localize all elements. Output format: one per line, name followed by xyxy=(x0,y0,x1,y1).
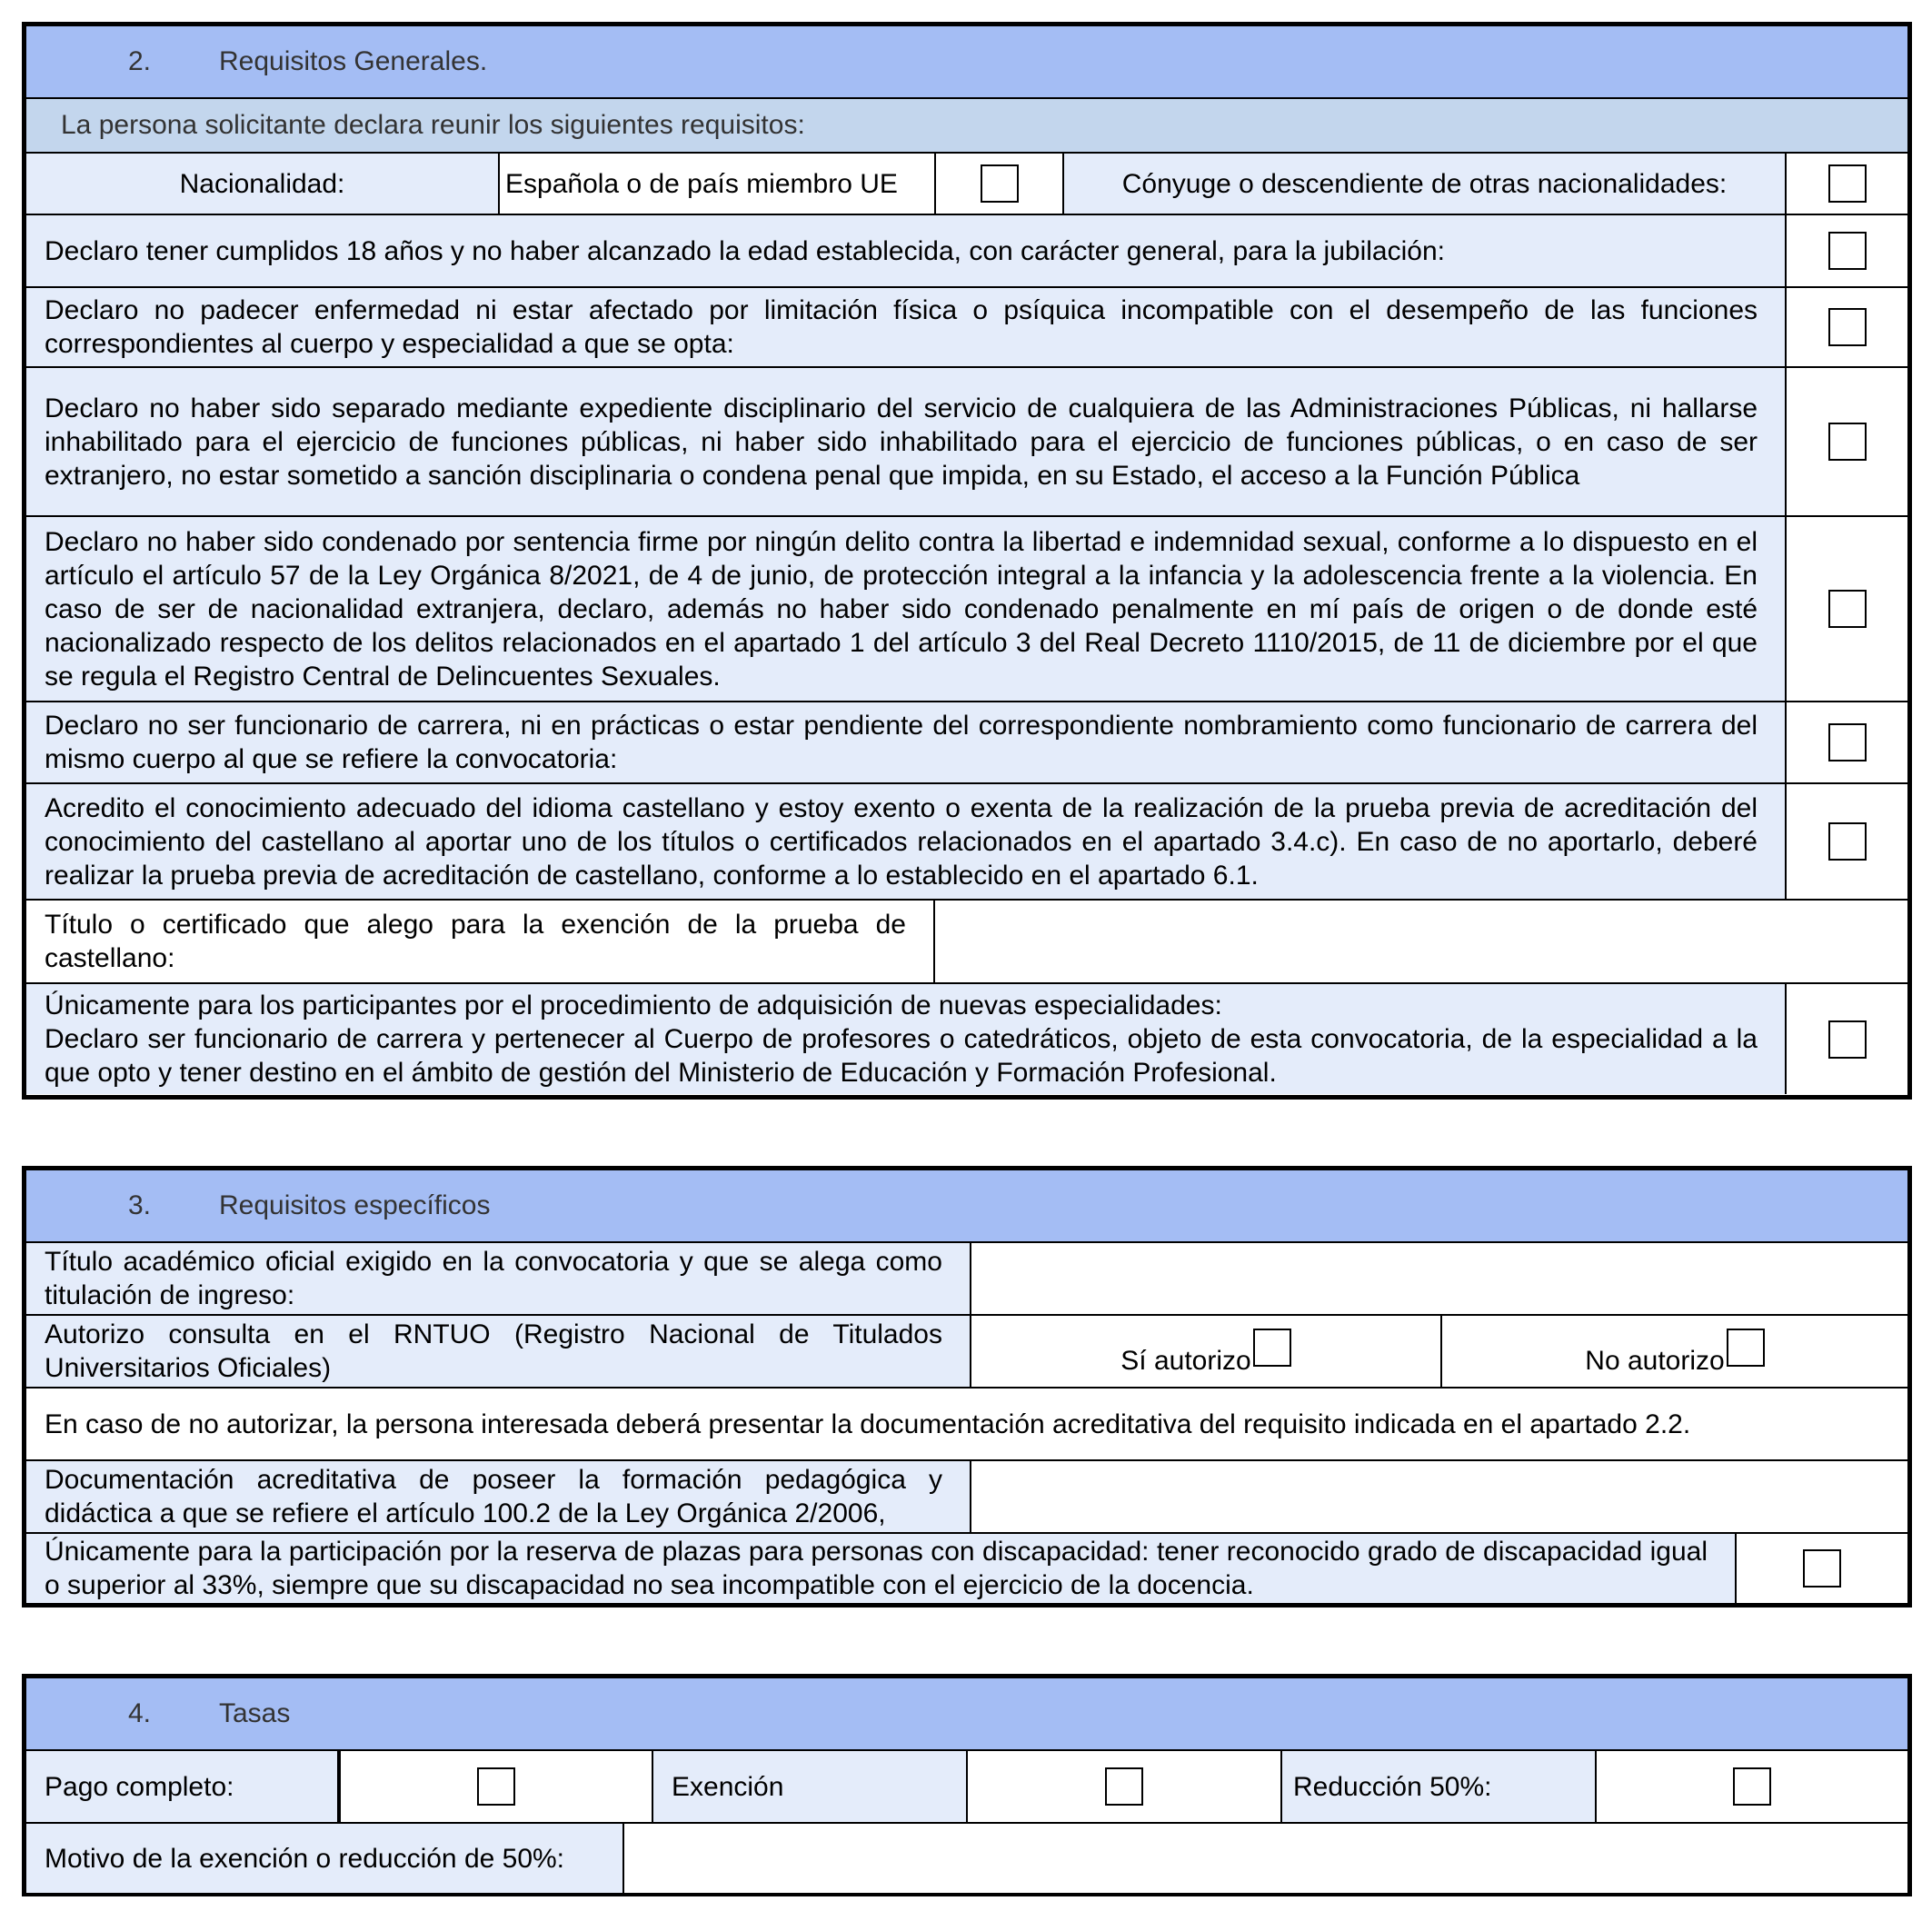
rntuo-row xyxy=(26,1314,1907,1387)
checkbox-salud[interactable] xyxy=(1828,308,1867,346)
requisito-salud-row xyxy=(26,286,1907,366)
checkbox-funcionario[interactable] xyxy=(1828,723,1867,761)
checkbox-si-autorizo[interactable] xyxy=(1253,1329,1291,1367)
checkbox-castellano[interactable] xyxy=(1828,822,1867,861)
titulo-academico-row xyxy=(26,1241,1907,1314)
reduccion-label: Reducción 50%: xyxy=(1280,1751,1595,1822)
requisito-edad-text: Declaro tener cumplidos 18 años y no haber alcanzado la edad establecida, con carácter general, para la jubilación: xyxy=(26,215,1785,286)
motivo-label: Motivo de la exención o reducción de 50%: xyxy=(26,1824,622,1893)
section-tasas xyxy=(22,1674,1912,1896)
motivo-field[interactable] xyxy=(622,1824,1907,1893)
discapacidad-row xyxy=(26,1532,1907,1603)
titulo-academico-field[interactable] xyxy=(970,1243,1907,1314)
checkbox-discapacidad[interactable] xyxy=(1803,1549,1841,1588)
nuevas-especialidades-line2: Declaro ser funcionario de carrera y pertenecer al Cuerpo de profesores o catedráticos, objeto de esta convocatoria, de la especialidad a la que opto y tener destino en el ámbito de gestión del Ministerio de Educación y Formación Profesional. xyxy=(45,1024,1758,1088)
requisito-condena-row xyxy=(26,515,1907,701)
section-number: 2. xyxy=(128,46,152,76)
nacionalidad-row xyxy=(26,152,1907,214)
section-title: Requisitos específicos xyxy=(219,1190,491,1220)
section-header xyxy=(26,1678,1907,1749)
no-autorizo-label: No autorizo xyxy=(1585,1346,1725,1376)
exencion-label: Exención xyxy=(652,1751,966,1822)
si-autorizo-option xyxy=(970,1316,1440,1387)
checkbox-exencion[interactable] xyxy=(1105,1767,1143,1806)
requisito-funcionario-row xyxy=(26,701,1907,782)
checkbox-pago-completo[interactable] xyxy=(477,1767,515,1806)
checkbox-separado[interactable] xyxy=(1828,423,1867,461)
nacionalidad-option-conyuge: Cónyuge o descendiente de otras nacionalidades: xyxy=(1062,154,1785,214)
no-autorizo-option xyxy=(1440,1316,1907,1387)
section-number: 4. xyxy=(128,1698,152,1728)
section-intro xyxy=(26,97,1907,152)
nacionalidad-label: Nacionalidad: xyxy=(26,154,498,214)
rntuo-label: Autorizo consulta en el RNTUO (Registro Nacional de Titulados Universitarios Oficiales) xyxy=(26,1316,970,1387)
checkbox-reduccion[interactable] xyxy=(1733,1767,1771,1806)
requisito-condena-text: Declaro no haber sido condenado por sentencia firme por ningún delito contra la libertad e indemnidad sexual, conforme a lo dispuesto en el artículo el artículo 57 de la Ley Orgánica 8/2021, de 4 de junio, de protección integral a la infancia y la adolescencia frente a la violencia. En caso de ser de nacionalidad extranjera, declaro, además no haber sido condenado penalmente en mí país de origen o de donde esté nacionalizado respecto de los delitos relacionados en el apartado 1 del artículo 3 del Real Decreto 1110/2015, de 11 de diciembre por el que se regula el Registro Central de Delincuentes Sexuales. xyxy=(26,517,1785,701)
titulo-castellano-field[interactable] xyxy=(933,901,1907,982)
no-autorizar-note: En caso de no autorizar, la persona interesada deberá presentar la documentación acreditativa del requisito indicada en el apartado 2.2. xyxy=(26,1389,1907,1459)
formacion-pedagogica-field[interactable] xyxy=(970,1461,1907,1532)
titulo-academico-label: Título académico oficial exigido en la convocatoria y que se alega como titulación de ingreso: xyxy=(26,1243,970,1314)
requisito-nuevas-especialidades-row xyxy=(26,982,1907,1094)
checkbox-edad[interactable] xyxy=(1828,232,1867,270)
requisito-edad-row xyxy=(26,214,1907,286)
pago-completo-label: Pago completo: xyxy=(26,1751,337,1822)
motivo-row xyxy=(26,1822,1907,1893)
checkbox-espanola-ue[interactable] xyxy=(981,164,1019,203)
requisito-nuevas-especialidades xyxy=(26,984,1785,1094)
no-autorizar-note-row xyxy=(26,1387,1907,1459)
si-autorizo-label: Sí autorizo xyxy=(1120,1346,1251,1376)
requisito-separado-text: Declaro no haber sido separado mediante expediente disciplinario del servicio de cualquiera de las Administraciones Públicas, ni hallarse inhabilitado para el ejercicio de funciones públicas, ni haber sido inhabilitado para el ejercicio de funciones públicas, o en caso de ser extranjero, no estar sometido a sanción disciplinaria o condena penal que impida, en su Estado, el acceso a la Función Pública xyxy=(26,368,1785,515)
requisito-salud-text: Declaro no padecer enfermedad ni estar afectado por limitación física o psíquica incompatible con el desempeño de las funciones correspondientes al cuerpo y especialidad a que se opta: xyxy=(26,288,1785,366)
nacionalidad-option-ue: Española o de país miembro UE xyxy=(498,154,934,214)
checkbox-condena[interactable] xyxy=(1828,590,1867,628)
requisito-funcionario-text: Declaro no ser funcionario de carrera, ni en prácticas o estar pendiente del correspondiente nombramiento como funcionario de carrera del mismo cuerpo al que se refiere la convocatoria: xyxy=(26,702,1785,782)
discapacidad-text: Únicamente para la participación por la reserva de plazas para personas con discapacidad: tener reconocido grado de discapacidad igual o superior al 33%, siempre que su discapacidad no sea incompatible con el ejercicio de la docencia. xyxy=(26,1534,1735,1603)
formacion-pedagogica-label: Documentación acreditativa de poseer la formación pedagógica y didáctica a que se refiere el artículo 100.2 de la Ley Orgánica 2/2006, xyxy=(26,1461,970,1532)
nuevas-especialidades-line1: Únicamente para los participantes por el procedimiento de adquisición de nuevas especialidades: xyxy=(45,990,1222,1020)
section-requisitos-generales xyxy=(22,22,1912,1100)
section-requisitos-especificos xyxy=(22,1166,1912,1608)
section-header xyxy=(26,26,1907,97)
checkbox-conyuge[interactable] xyxy=(1828,164,1867,203)
intro-text: La persona solicitante declara reunir los siguientes requisitos: xyxy=(61,110,805,140)
section-title: Requisitos Generales. xyxy=(219,46,488,76)
section-header xyxy=(26,1170,1907,1241)
section-number: 3. xyxy=(128,1190,152,1220)
checkbox-no-autorizo[interactable] xyxy=(1727,1329,1765,1367)
requisito-separado-row xyxy=(26,366,1907,515)
section-title: Tasas xyxy=(219,1698,291,1728)
titulo-castellano-row xyxy=(26,899,1907,982)
tasas-options-row xyxy=(26,1749,1907,1822)
requisito-castellano-text: Acredito el conocimiento adecuado del idioma castellano y estoy exento o exenta de la realización de la prueba previa de acreditación del conocimiento del castellano al aportar uno de los títulos o certificados relacionados en el apartado 3.4.c). En caso de no aportarlo, deberé realizar la prueba previa de acreditación de castellano, conforme a lo establecido en el apartado 6.1. xyxy=(26,784,1785,899)
checkbox-nuevas-especialidades[interactable] xyxy=(1828,1020,1867,1059)
requisito-castellano-row xyxy=(26,782,1907,899)
formacion-pedagogica-row xyxy=(26,1459,1907,1532)
titulo-castellano-label: Título o certificado que alego para la exención de la prueba de castellano: xyxy=(26,901,933,982)
